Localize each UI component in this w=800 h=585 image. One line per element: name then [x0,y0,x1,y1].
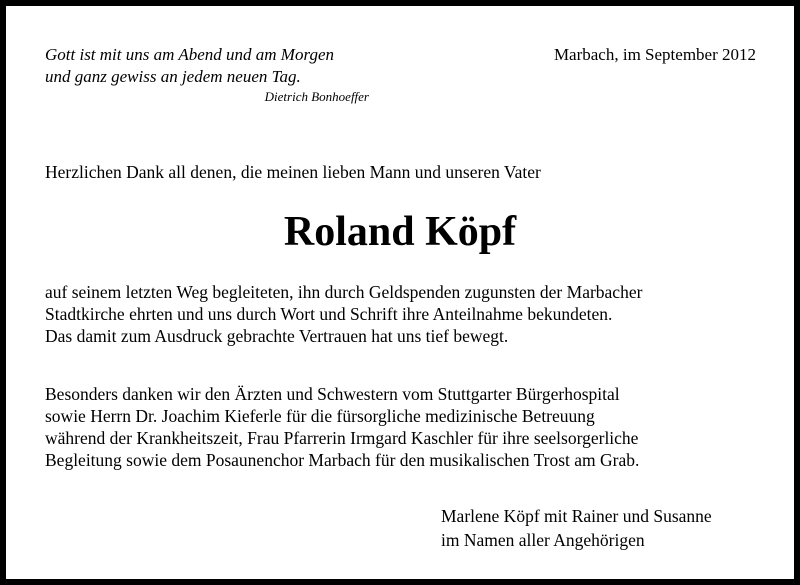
thanks-paragraph-2 [45,383,639,471]
paragraph-line: während der Krankheitszeit, Frau Pfarrerin Irmgard Kaschler für ihre seelsorgerliche [45,428,639,448]
paragraph-line: sowie Herrn Dr. Joachim Kieferle für die fürsorgliche medizinische Betreuung [45,406,595,426]
place-date: Marbach, im September 2012 [553,45,756,64]
motto-line: und ganz gewiss an jedem neuen Tag. [45,67,301,86]
motto-line: Gott ist mit uns am Abend und am Morgen [45,45,334,64]
signature-line: Marlene Köpf mit Rainer und Susanne [441,506,712,526]
paragraph-line: Stadtkirche ehrten und uns durch Wort und Schrift ihre Anteilnahme bekundeten. [45,304,613,324]
motto-author: Dietrich Bonhoeffer [264,89,369,104]
signature-line: im Namen aller Angehörigen [441,530,645,550]
signature [441,504,712,552]
paragraph-line: Begleitung sowie dem Posaunenchor Marbach für den musikalischen Trost am Grab. [45,450,640,470]
intro-text: Herzlichen Dank all denen, die meinen lieben Mann und unseren Vater [45,162,541,182]
deceased-name: Roland Köpf [283,209,517,255]
paragraph-line: Das damit zum Ausdruck gebrachte Vertrauen hat uns tief bewegt. [45,326,509,346]
thanks-paragraph-1 [45,281,642,347]
paragraph-line: Besonders danken wir den Ärzten und Schwestern vom Stuttgarter Bürgerhospital [45,384,620,404]
paragraph-line: auf seinem letzten Weg begleiteten, ihn durch Geldspenden zugunsten der Marbacher [45,282,643,302]
motto-quote [45,44,385,105]
